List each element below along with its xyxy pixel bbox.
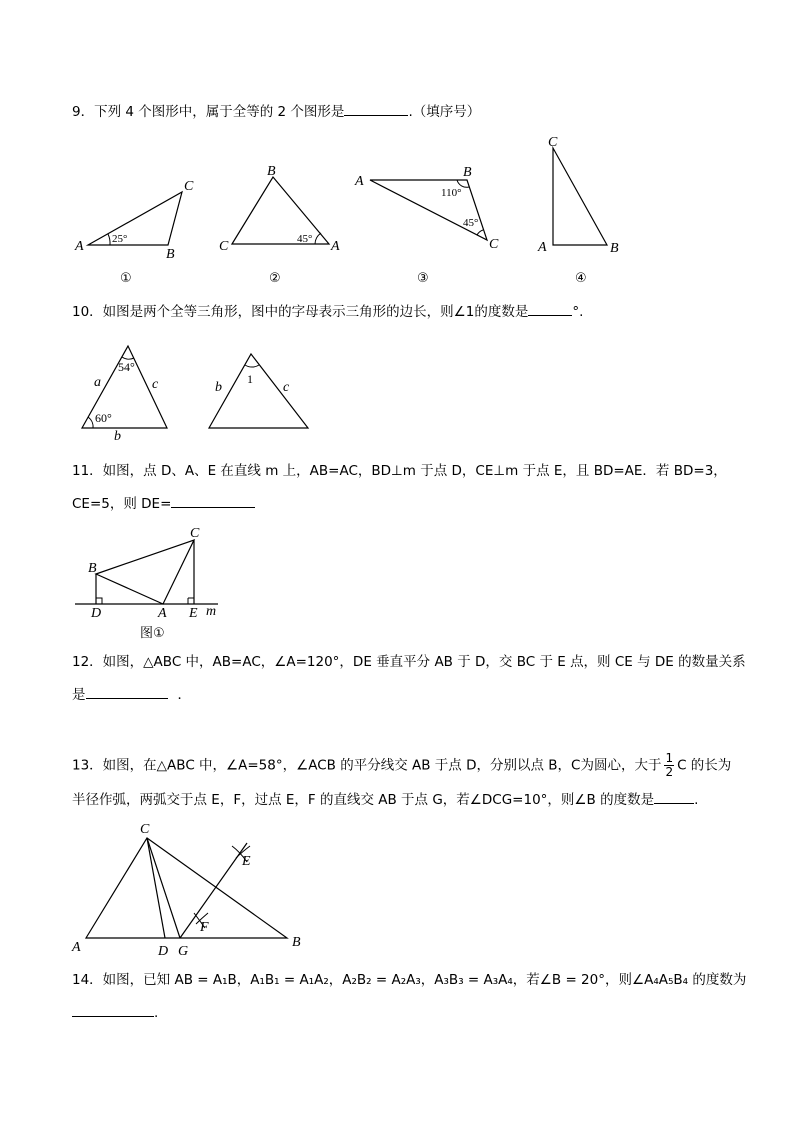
q13-suffix: . bbox=[694, 792, 699, 808]
q9-f2-number: ② bbox=[269, 271, 281, 286]
q9-f1-label-b: B bbox=[166, 247, 175, 262]
q9-text bbox=[72, 102, 480, 122]
q10-right-side-c: c bbox=[283, 380, 290, 395]
q9-f3-angle-b: 110° bbox=[441, 187, 462, 199]
q12-prompt: 是 bbox=[72, 687, 86, 703]
q10-left-side-c: c bbox=[152, 377, 159, 392]
q13-fraction-numerator: 1 bbox=[665, 751, 674, 765]
q13-label-d: D bbox=[158, 944, 169, 959]
q11-caption: 图① bbox=[140, 626, 165, 641]
q13-fraction bbox=[664, 752, 674, 779]
q14-suffix: . bbox=[154, 1005, 159, 1021]
q9-f3-label-a: A bbox=[355, 174, 364, 189]
q9-figure-1 bbox=[72, 170, 212, 285]
q13-prompt-2: 半径作弧，两弧交于点 E，F，过点 E，F 的直线交 AB 于点 G，若∠DCG=10°，则∠B 的度数是 bbox=[72, 792, 655, 808]
q9-figure-4 bbox=[535, 135, 635, 285]
q9-f2-label-b: B bbox=[267, 164, 276, 179]
q10-figure-left bbox=[72, 340, 182, 445]
q9-f3-label-c: C bbox=[489, 237, 499, 252]
q9-f4-label-b: B bbox=[610, 241, 619, 256]
q9-f3-number: ③ bbox=[417, 271, 429, 286]
q14-line-1: 14．如图，已知 AB = A₁B，A₁B₁ = A₁A₂，A₂B₂ = A₂A₃，A₃B₃ = A₃A₄，若∠B = 20°，则∠A₄A₅B₄ 的度数为 bbox=[72, 972, 747, 988]
q10-right-angle-1: 1 bbox=[247, 372, 253, 386]
q11-answer-blank[interactable] bbox=[171, 495, 255, 508]
q13-prompt-1-end: C 的长为 bbox=[677, 757, 732, 774]
q13-label-b: B bbox=[292, 935, 301, 950]
q9-f1-number: ① bbox=[120, 271, 132, 286]
q13-label-a: A bbox=[72, 940, 81, 955]
q9-figure-2 bbox=[214, 160, 354, 285]
q13-prompt-1: 13．如图，在△ABC 中，∠A=58°，∠ACB 的平分线交 AB 于点 D，分别以点 B，C为圆心，大于 bbox=[72, 757, 662, 774]
q13-line-1 bbox=[72, 752, 731, 779]
q11-figure bbox=[72, 522, 232, 642]
q11-line-1: 11．如图，点 D、A、E 在直线 m 上，AB=AC，BD⊥m 于点 D，CE⊥m 于点 E，且 BD=AE．若 BD=3， bbox=[72, 463, 727, 479]
q13-label-e: E bbox=[242, 854, 251, 869]
q9-suffix: .（填序号） bbox=[408, 104, 481, 120]
q11-label-b: B bbox=[88, 561, 97, 576]
q14-answer-blank[interactable] bbox=[72, 1004, 154, 1017]
q9-f2-label-c: C bbox=[219, 239, 229, 254]
q11-label-e: E bbox=[189, 606, 198, 621]
q11-label-m: m bbox=[206, 604, 217, 619]
q13-label-f: F bbox=[200, 920, 209, 935]
q10-right-side-b: b bbox=[215, 380, 222, 395]
q9-f2-angle: 45° bbox=[297, 233, 313, 245]
q10-left-side-b: b bbox=[114, 429, 121, 444]
q13-answer-blank[interactable] bbox=[654, 791, 694, 804]
q12-answer-blank[interactable] bbox=[86, 686, 168, 699]
q9-f2-label-a: A bbox=[331, 239, 340, 254]
q12-line-1: 12．如图，△ABC 中，AB=AC，∠A=120°，DE 垂直平分 AB 于 D，交 BC 于 E 点，则 CE 与 DE 的数量关系 bbox=[72, 654, 746, 670]
q13-fraction-denominator: 2 bbox=[665, 765, 674, 779]
q13-label-g: G bbox=[178, 944, 189, 959]
q9-f1-label-a: A bbox=[75, 239, 84, 254]
q11-prompt: CE=5，则 DE= bbox=[72, 496, 172, 512]
q10-left-angle-left: 60° bbox=[95, 411, 112, 425]
q12-suffix: ． bbox=[177, 687, 191, 703]
q10-prompt: 10．如图是两个全等三角形，图中的字母表示三角形的边长，则∠1的度数是 bbox=[72, 304, 529, 320]
q12-line-2 bbox=[72, 685, 191, 705]
q13-figure bbox=[72, 818, 312, 958]
q9-f1-angle: 25° bbox=[112, 233, 128, 245]
q10-suffix: °. bbox=[572, 304, 584, 320]
q9-figure-3 bbox=[355, 165, 515, 285]
q10-left-angle-top: 54° bbox=[118, 360, 135, 374]
q9-f3-angle-c: 45° bbox=[463, 217, 479, 229]
q13-label-c: C bbox=[140, 822, 150, 837]
q10-answer-blank[interactable] bbox=[528, 303, 572, 316]
q10-left-side-a: a bbox=[94, 375, 101, 390]
q9-f4-number: ④ bbox=[575, 271, 587, 286]
q13-line-2 bbox=[72, 790, 698, 810]
q10-text bbox=[72, 302, 583, 322]
q9-answer-blank[interactable] bbox=[344, 103, 408, 116]
q14-line-2 bbox=[72, 1003, 158, 1023]
q9-f1-label-c: C bbox=[184, 179, 194, 194]
q10-figure-right bbox=[200, 345, 320, 440]
q9-f4-label-a: A bbox=[538, 240, 547, 255]
q11-label-c: C bbox=[190, 526, 200, 541]
q9-f3-label-b: B bbox=[463, 165, 472, 180]
q9-prompt: 9．下列 4 个图形中，属于全等的 2 个图形是 bbox=[72, 104, 345, 120]
q11-label-d: D bbox=[91, 606, 102, 621]
q9-f4-label-c: C bbox=[548, 135, 558, 150]
q11-line-2 bbox=[72, 494, 255, 514]
q11-label-a: A bbox=[158, 606, 167, 621]
